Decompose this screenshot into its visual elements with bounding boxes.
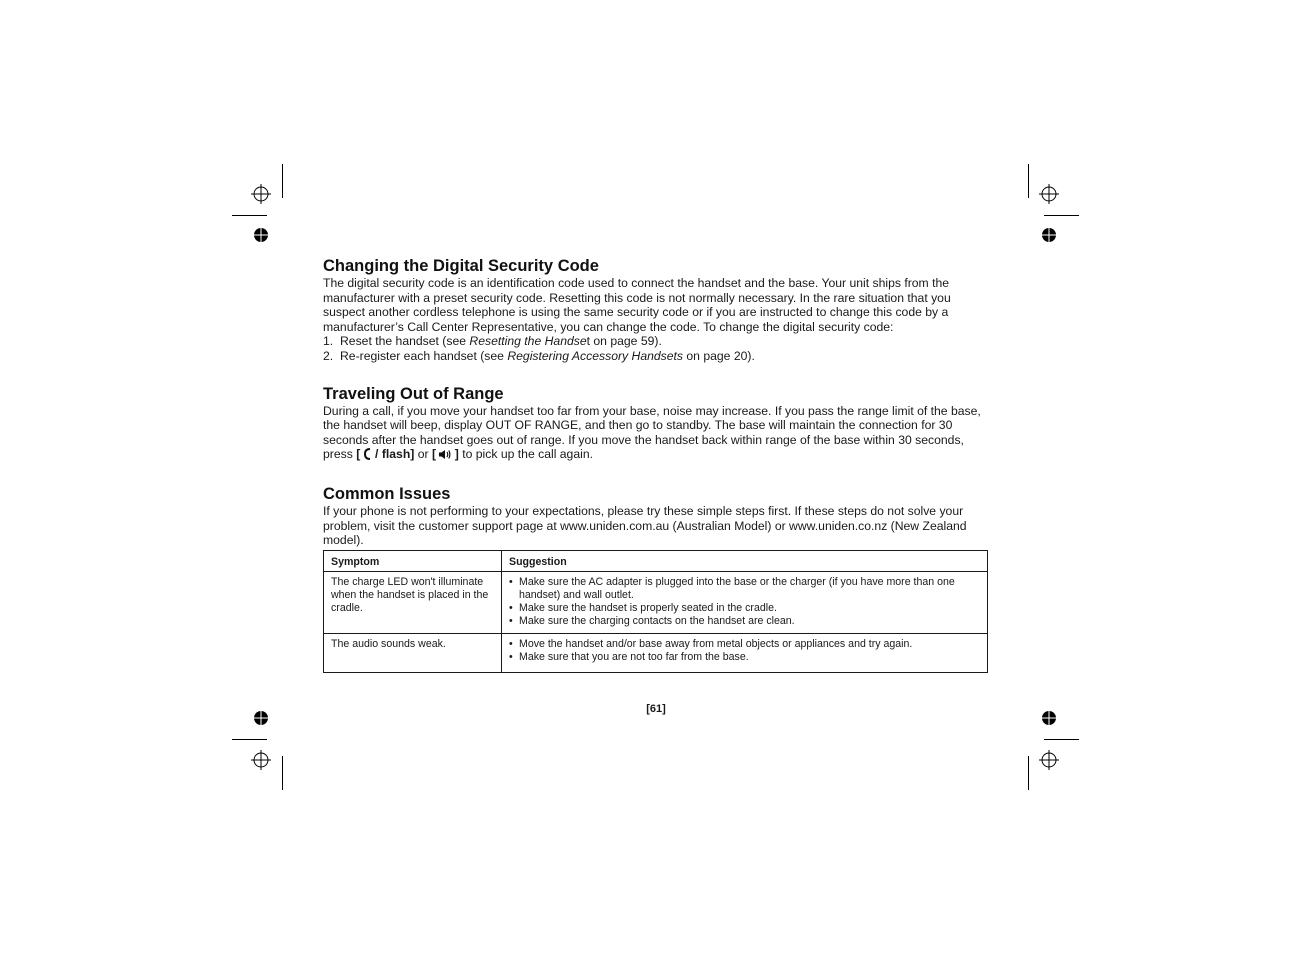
section-body xyxy=(323,404,988,464)
step-text: Re-register each handset (see xyxy=(340,348,508,363)
section-title: Traveling Out of Range xyxy=(323,384,504,403)
crosshair-icon xyxy=(251,750,271,770)
table-row xyxy=(324,571,988,633)
step-text: on page 20). xyxy=(683,348,755,363)
section-out-of-range xyxy=(323,384,988,464)
step-text: t on page 59). xyxy=(586,334,662,349)
step-number: 2. xyxy=(323,348,334,363)
talk-flash-key: [ / flash] xyxy=(356,447,414,461)
troubleshooting-table xyxy=(323,550,988,673)
registration-dot-icon xyxy=(251,225,271,245)
table-row xyxy=(324,633,988,672)
symptom-cell: The charge LED won't illuminate when the handset is placed in the cradle. xyxy=(324,571,502,633)
column-header-suggestion: Suggestion xyxy=(502,550,988,571)
table-header-row xyxy=(324,550,988,571)
step-text: Reset the handset (see xyxy=(340,334,470,349)
registration-dot-icon xyxy=(1039,225,1059,245)
section-title: Changing the Digital Security Code xyxy=(323,257,599,275)
list-item: • Make sure the AC adapter is plugged into the base or the charger (if you have more than one handset) and wall outlet. xyxy=(509,576,980,602)
crosshair-icon xyxy=(251,184,271,204)
step-reference: Registering Accessory Handsets xyxy=(507,348,684,363)
list-item: • Make sure that you are not too far from the base. xyxy=(509,651,980,664)
page-number: [61] xyxy=(646,703,666,715)
section-body: If your phone is not performing to your expectations, please try these simple steps first. If these steps do not solve your problem, visit the customer support page at www.uniden.com.au (Australian Model) or www.uniden.co.nz (New Zealand model). xyxy=(323,503,967,548)
section-title: Common Issues xyxy=(323,484,451,503)
speaker-icon xyxy=(439,449,451,464)
list-item xyxy=(323,334,988,349)
section-security-code xyxy=(323,256,988,364)
column-header-symptom: Symptom xyxy=(324,550,502,571)
steps-list xyxy=(323,334,988,363)
crosshair-icon xyxy=(1039,750,1059,770)
list-item xyxy=(323,349,988,364)
body-text: or xyxy=(414,447,432,462)
section-body: The digital security code is an identification code used to connect the handset and the base. Your unit ships from the manufacturer with a preset security code. Resetting this code is not normally necessary. In the rare situation that you suspect another cordless telephone is using the same security code or if you are instructed to change this code by a manufacturer’s Call Center Representative, you can change the code. To change the digital security code: xyxy=(323,276,951,334)
list-item: • Make sure the handset is properly seated in the cradle. xyxy=(509,602,980,615)
speaker-key: [ ] xyxy=(432,447,459,461)
step-reference: Resetting the Handse xyxy=(469,334,587,349)
talk-icon xyxy=(364,448,372,464)
body-text: During a call, if you move your handset too far from your base, noise may increase. If you pass the range limit of the base, the handset will beep, display OUT OF RANGE, and then go to standby. The base will maintain the connection for 30 seconds after the handset goes out of range. If you move the handset back within range of the base within 30 seconds, press xyxy=(323,403,981,462)
list-item: • Move the handset and/or base away from metal objects or appliances and try again. xyxy=(509,638,980,651)
suggestion-cell xyxy=(502,633,988,672)
section-common-issues xyxy=(323,484,988,673)
suggestion-cell xyxy=(502,571,988,633)
crosshair-icon xyxy=(1039,184,1059,204)
body-text: to pick up the call again. xyxy=(458,447,593,462)
step-number: 1. xyxy=(323,334,334,349)
symptom-cell: The audio sounds weak. xyxy=(324,633,502,672)
list-item: • Make sure the charging contacts on the handset are clean. xyxy=(509,615,980,628)
manual-page-content xyxy=(323,256,988,673)
